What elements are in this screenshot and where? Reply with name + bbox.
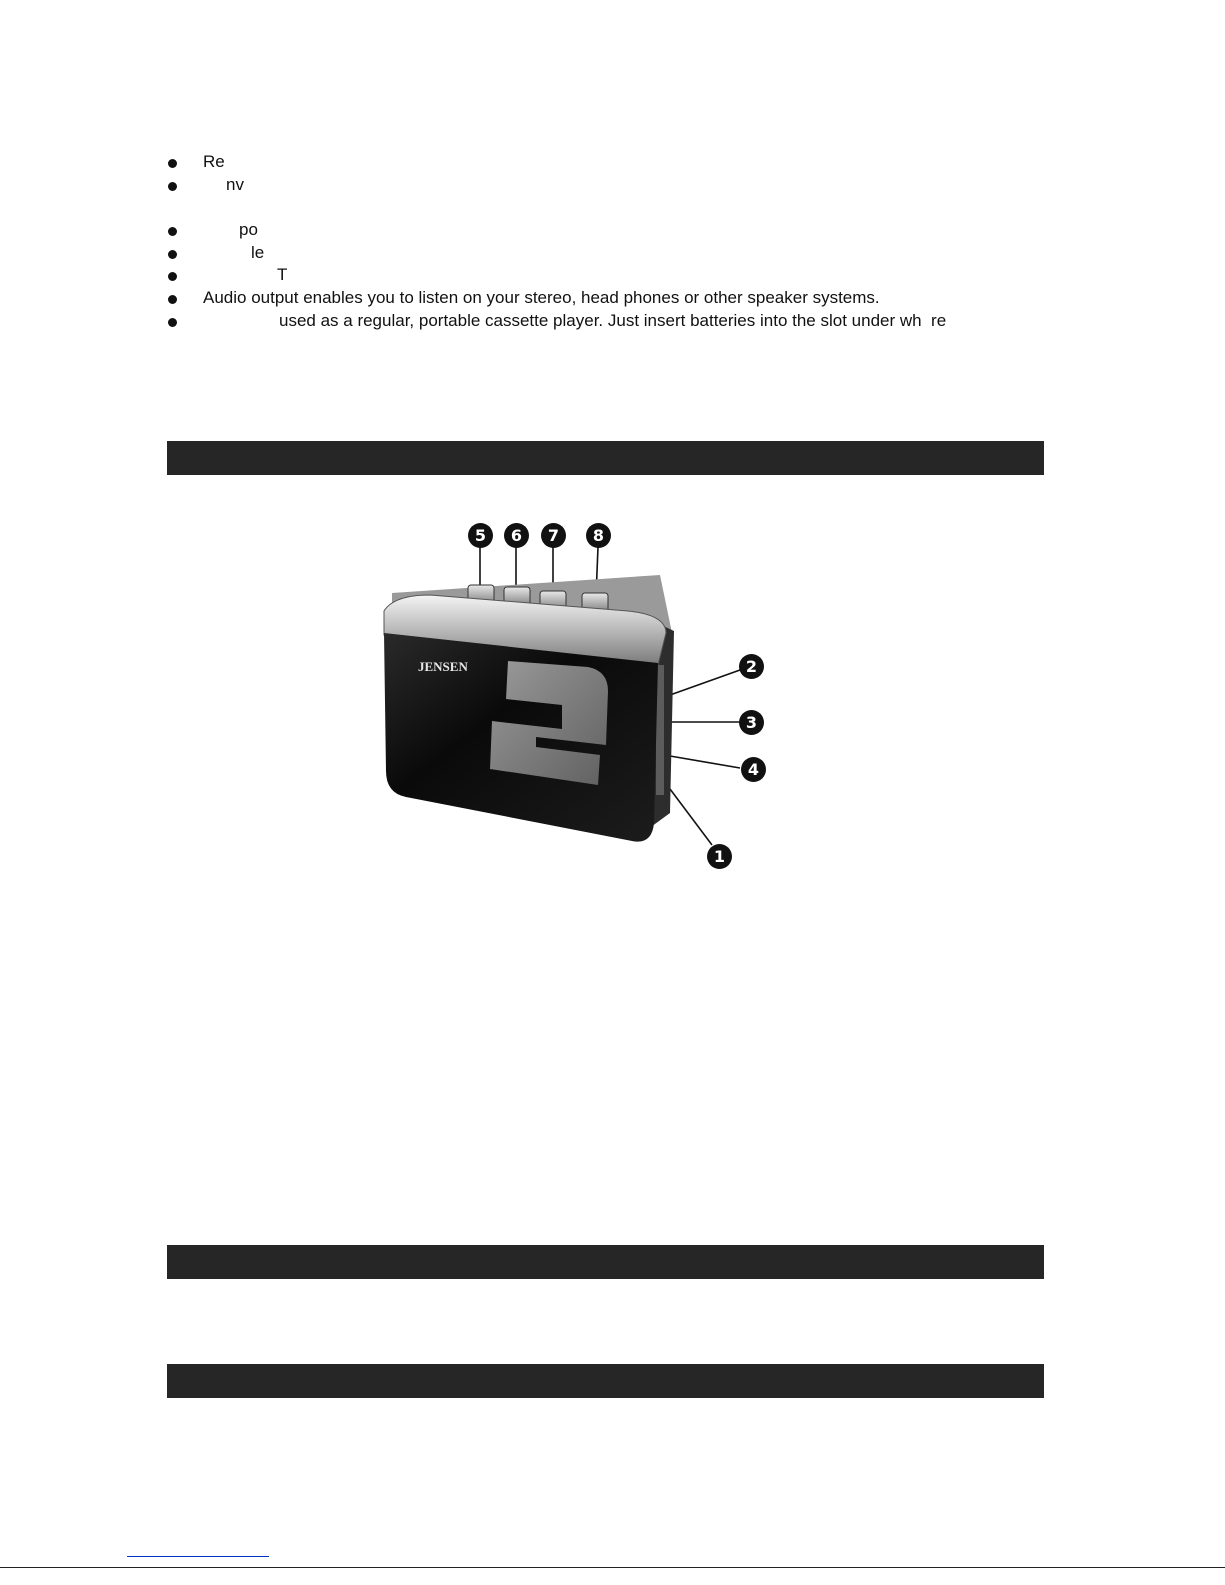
callout-badge: 1	[707, 844, 732, 869]
list-item-text: nv	[226, 175, 244, 194]
section-header-bar	[167, 1364, 1044, 1398]
section-header-bar	[167, 1245, 1044, 1279]
brand-logo: JENSEN	[418, 659, 468, 674]
list-item-text: Audio output enables you to listen on your stereo, head phones or other speaker systems.	[203, 288, 880, 307]
callout-badge: 4	[741, 757, 766, 782]
cassette-player-figure	[370, 515, 800, 880]
callout-badge: 5	[468, 523, 493, 548]
list-item-text: T	[277, 265, 288, 284]
list-item-text: Re	[203, 152, 225, 171]
callout-badge: 6	[504, 523, 529, 548]
cassette-player-illustration	[370, 515, 800, 880]
callout-badge: 3	[739, 710, 764, 735]
bullet-icon	[168, 318, 177, 327]
callout-badge: 8	[586, 523, 611, 548]
list-item-text: le	[251, 243, 265, 262]
list-item-text: po	[239, 220, 258, 239]
bullet-icon	[168, 295, 177, 304]
list-item-text: used as a regular, portable cassette player. Just insert batteries into the slot under wh re	[279, 311, 947, 330]
footer-divider	[0, 1567, 1225, 1568]
bullet-icon	[168, 227, 177, 236]
callout-badge: 7	[541, 523, 566, 548]
bullet-icon	[168, 272, 177, 281]
bullet-icon	[168, 182, 177, 191]
footer-link-underline[interactable]	[127, 1556, 269, 1557]
section-header-bar	[167, 441, 1044, 475]
callout-badge: 2	[739, 654, 764, 679]
bullet-icon	[168, 250, 177, 259]
bullet-icon	[168, 159, 177, 168]
feature-list	[0, 0, 1225, 340]
